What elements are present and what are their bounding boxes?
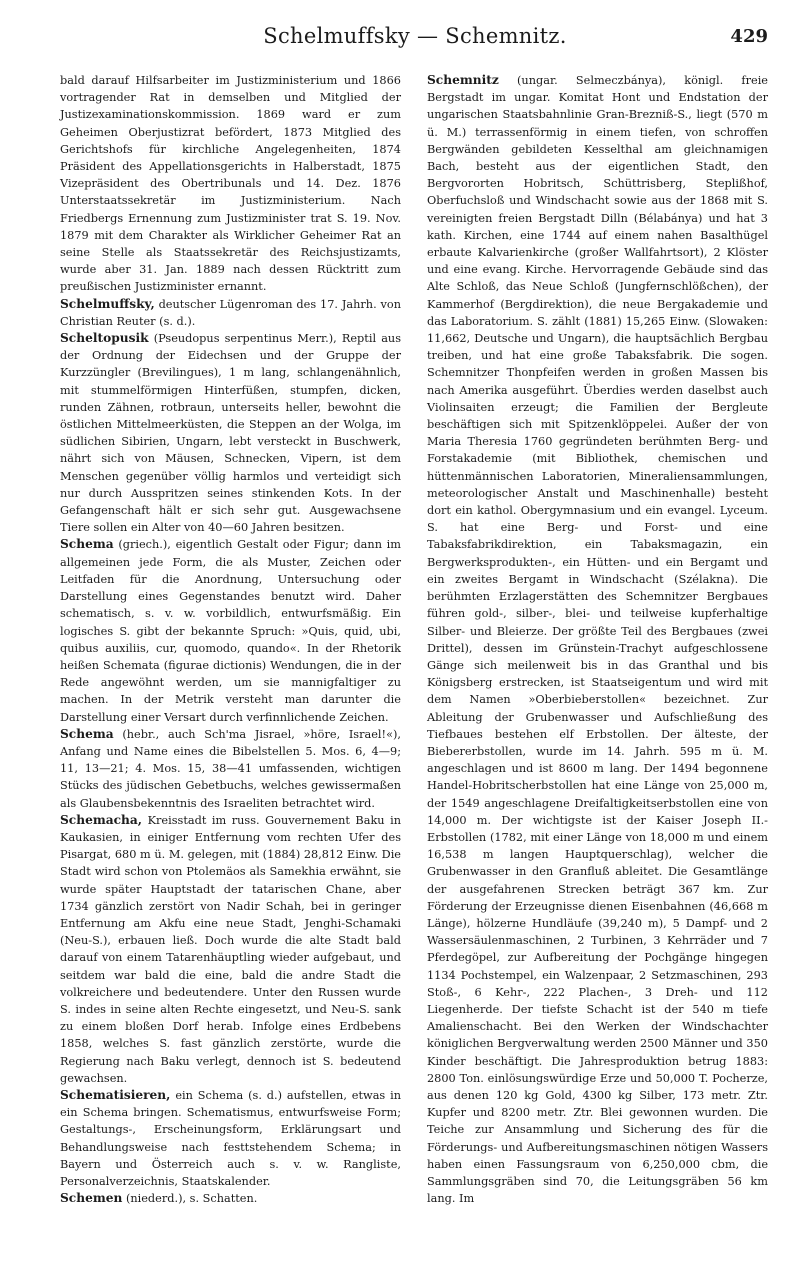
entry-text: bald darauf Hilfsarbeiter im Justizministerium und 1866 vortragender Rat in demselben und Mitglied der Justizexaminationskommission. 1869 ward er zum Geheimen Oberjustizrat befördert, 1873 Mitglied des Gerichtshofs für kirchliche Angelegenheiten, 1874 Präsident des Appellationsgerichts in Halberstadt, 1875 Vizepräsident des Obertribunals und 14. Dez. 1876 Unterstaatssekretär im Justizministerium. Nach Friedbergs Ernennung zum Justizminister trat S. 19. Nov. 1879 mit dem Charakter als Wirklicher Geheimer Rat an seine Stelle als Staatssekretär des Reichsjustizamts, wurde aber 31. Jan. 1889 nach dessen Rücktritt zum preußischen Justizminister ernannt. bbox=[60, 74, 401, 294]
dictionary-entry bbox=[60, 330, 401, 536]
dictionary-entry bbox=[60, 536, 401, 725]
entry-text: Kreisstadt im russ. Gouvernement Baku in Kaukasien, in einiger Entfernung vom rechten Ufer des Pisargat, 680 m ü. M. gelegen, mit (1884) 28,812 Einw. Die Stadt wird schon von Ptolemäos als Samekhia erwähnt, sie wurde später Hauptstadt der tatarischen Chane, aber 1734 gänzlich zerstört von Nadir Schah, bei in geringer Entfernung am Akfu eine neue Stadt, Jenghi-Schamaki (Neu-S.), erbauen ließ. Doch wurde die alte Stadt bald darauf von einem Tatarenhäuptling wieder aufgebaut, und seitdem war bald die eine, bald die andre Stadt die volkreichere und bedeutendere. Unter den Russen wurde S. indes in seine alten Rechte eingesetzt, und Neu-S. sank zu einem bloßen Dorf herab. Infolge eines Erdbebens 1858, welches S. fast gänzlich zerstörte, wurde die Regierung nach Baku verlegt, dennoch ist S. bedeutend gewachsen. bbox=[60, 813, 401, 1085]
entry-text: (Pseudopus serpentinus Merr.), Reptil aus der Ordnung der Eidechsen und der Gruppe der Kurzzüngler (Brevilingues), 1 m lang, schlangenähnlich, mit stummelförmigen Hinterfüßen, stumpfen, dicken, runden Zähnen, rotbraun, unterseits heller, bewohnt die östlichen Mittelmeerküsten, die Steppen an der Wolga, im südlichen Sibirien, Ungarn, lebt versteckt in Buschwerk, nährt sich von Mäusen, Schnecken, Vipern, ist dem Menschen gegenüber völlig harmlos und verteidigt sich nur durch Ausspritzen seines stinkenden Kots. In der Gefangenschaft hält er sich sehr gut. Ausgewachsene Tiere sollen ein Alter von 40—60 Jahren besitzen. bbox=[60, 332, 402, 535]
dictionary-entry bbox=[60, 812, 401, 1087]
dictionary-entry bbox=[60, 72, 401, 296]
entry-text: deutscher Lügenroman des 17. Jahrh. von Christian Reuter (s. d.). bbox=[60, 297, 401, 328]
entry-headword: Schemacha, bbox=[60, 812, 143, 827]
entry-text: (hebr., auch Sch'ma Jisrael, »höre, Israel!«), Anfang und Name eines die Bibelstellen 5. Mos. 6, 4—9; 11, 13—21; 4. Mos. 15, 38—41 umfassenden, wichtigen Stücks des jüdischen Gebetbuchs, welches gewissermaßen als Glaubensbekenntnis des Israeliten betrachtet wird. bbox=[60, 727, 401, 810]
page-number: 429 bbox=[730, 26, 768, 47]
entry-headword: Schematisieren, bbox=[60, 1087, 171, 1102]
dictionary-entry bbox=[60, 1087, 401, 1190]
dictionary-entry bbox=[427, 72, 768, 1207]
dictionary-entry bbox=[60, 726, 401, 812]
entry-headword: Schema bbox=[60, 537, 114, 552]
entry-text: (griech.), eigentlich Gestalt oder Figur; dann im allgemeinen jede Form, die als Muster, Zeichen oder Leitfaden für die Anordnung, Untersuchung oder Darstellung eines Gegenstandes benutzt wird. Daher schematisch, s. v. w. vorbildlich, entwurfsmäßig. Ein logisches S. gibt der bekannte Spruch: »Quis, quid, ubi, quibus auxiliis, cur, quomodo, quando«. In der Rhetorik heißen Schemata (figurae dictionis) Wendungen, die in der Rede angewöhnt werden, um sie mannigfaltiger zu machen. In der Metrik versteht man darunter die Darstellung einer Versart durch verfinnlichende Zeichen. bbox=[60, 538, 401, 724]
running-head bbox=[60, 20, 770, 60]
entry-text: ein Schema (s. d.) aufstellen, etwas in ein Schema bringen. Schematismus, entwurfsweise Form; Gestaltungs-, Erscheinungsform, Erklärungsart und Behandlungsweise nach festtstehendem Schema; in Bayern und Österreich auch s. v. w. Rangliste, Personalverzeichnis, Staatskalender. bbox=[60, 1088, 401, 1188]
entry-text: (niederd.), s. Schatten. bbox=[125, 1192, 258, 1206]
entry-headword: Scheltopusik bbox=[60, 331, 149, 346]
entry-text: (ungar. Selmeczbánya), königl. freie Bergstadt im ungar. Komitat Hont und Endstation der ungarischen Staatsbahnlinie Gran-Brezniß-S., liegt (570 m ü. M.) terrassenförmig in einem tiefen, von schroffen Bergwänden gebildeten Kesselthal am gleichnamigen Bach, besteht aus der eigentlichen Stadt, den Bergvororten Hobritsch, Schüttrisberg, Steplißhof, Oberfuchsloß und Windschacht sowie aus der 1868 mit S. vereinigten freien Bergstadt Dilln (Bélabánya) und hat 3 kath. Kirchen, eine 1744 auf einem nahen Basalthügel erbaute Kalvarienkirche (großer Wallfahrtsort), 2 Klöster und eine evang. Kirche. Hervorragende Gebäude sind das Alte Schloß, das Neue Schloß (Jungfernschlößchen), der Kammerhof (Bergdirektion), die neue Bergakademie und das Laboratorium. S. zählt (1881) 15,265 Einw. (Slowaken: 11,662, Deutsche und Ungarn), die hauptsächlich Bergbau treiben, und hat eine große Tabaksfabrik. Die sogen. Schemnitzer Thonpfeifen werden in großen Massen bis nach Amerika ausgeführt. Überdies werden daselbst auch Violinsaiten erzeugt; die Familien der Bergleute beschäftigen sich mit Spitzenklöppelei. Außer der von Maria Theresia 1760 gegründeten berühmten Berg- und Forstakademie (mit Bibliothek, chemischen und hüttenmännischen Laboratorien, Mineraliensammlungen, meteorologischer Anstalt und Maschinenhalle) besteht dort ein kathol. Obergymnasium und ein evangel. Lyceum. S. hat eine Berg- und Forst- und eine Tabaksfabrikdirektion, ein Tabaksmagazin, ein Bergwerksprodukten-, ein Hütten- und ein Bergamt und ein zweites Bergamt in Windschacht (Szélakna). Die berühmten Erzlagerstätten des Schemnitzer Bergbaues führen gold-, silber-, blei- und teilweise kupferhaltige Silber- und Bleierze. Der größte Teil des Bergbaues (zwei Drittel), dessen im Grünstein-Trachyt aufgeschlossene Gänge sich meilenweit bis in das Granthal und bis Königsberg erstrecken, ist Staatseigentum und wird mit dem Namen »Oberbieberstollen« bezeichnet. Zur Ableitung der Grubenwasser und Aufschließung des Tiefbaues bestehen elf Erbstollen. Der älteste, der Biebererbstollen, wurde im 14. Jahrh. 595 m ü. M. angeschlagen und ist 8600 m lang. Der 1494 begonnene Handel-Hobritscherbstollen hat eine Länge von 25,000 m, der 1549 angeschlagene Dreifaltigkeitserbstollen eine von 14,000 m. Der wichtigste ist der Kaiser Joseph II.-Erbstollen (1782, mit einer Länge von 18,000 m und einem 16,538 m langen Hauptquerschlag), welcher die Grubenwasser in den Granfluß ableitet. Die Gesamtlänge der ausgefahrenen Strecken beträgt 367 km. Zur Förderung der Erzeugnisse dienen Eisenbahnen (46,668 m Länge), hölzerne Hundläufe (39,240 m), 5 Dampf- und 2 Wassersäulenmaschinen, 2 Turbinen, 3 Kehrräder und 7 Pferdegöpel, zur Aufbereitung der Pochgänge hingegen 1134 Pochstempel, ein Walzenpaar, 2 Setzmaschinen, 293 Stoß-, 6 Kehr-, 222 Plachen-, 3 Dreh- und 112 Liegenherde. Der tiefste Schacht ist der 540 m tiefe Amalienschacht. Bei den Werken der Windschachter königlichen Bergverwaltung werden 2500 Männer und 350 Kinder beschäftigt. Die Jahresproduktion betrug 1883: 2800 Ton. einlösungswürdige Erze und 50,000 T. Pocherze, aus denen 120 kg Gold, 4300 kg Silber, 173 metr. Ztr. Kupfer und 8200 metr. Ztr. Blei gewonnen wurden. Die Teiche zur Ansammlung und Sicherung des für die Förderungs- und Aufbereitungsmaschinen nötigen Wassers haben einen Fassungsraum von 6,250,000 cbm, die Sammlungsgräben sind 70, die Leitungsgräben 56 km lang. Im bbox=[427, 74, 768, 1206]
dictionary-entry bbox=[60, 296, 401, 330]
left-column bbox=[60, 72, 401, 1270]
dictionary-entry bbox=[60, 1190, 401, 1207]
entry-headword: Schelmuffsky, bbox=[60, 296, 155, 311]
entry-headword: Schema bbox=[60, 726, 114, 741]
entry-headword: Schemen bbox=[60, 1191, 123, 1206]
running-title: Schelmuffsky — Schemnitz. bbox=[263, 24, 567, 48]
text-columns bbox=[60, 72, 768, 1270]
entry-headword: Schemnitz bbox=[427, 73, 499, 87]
right-column bbox=[427, 72, 768, 1270]
